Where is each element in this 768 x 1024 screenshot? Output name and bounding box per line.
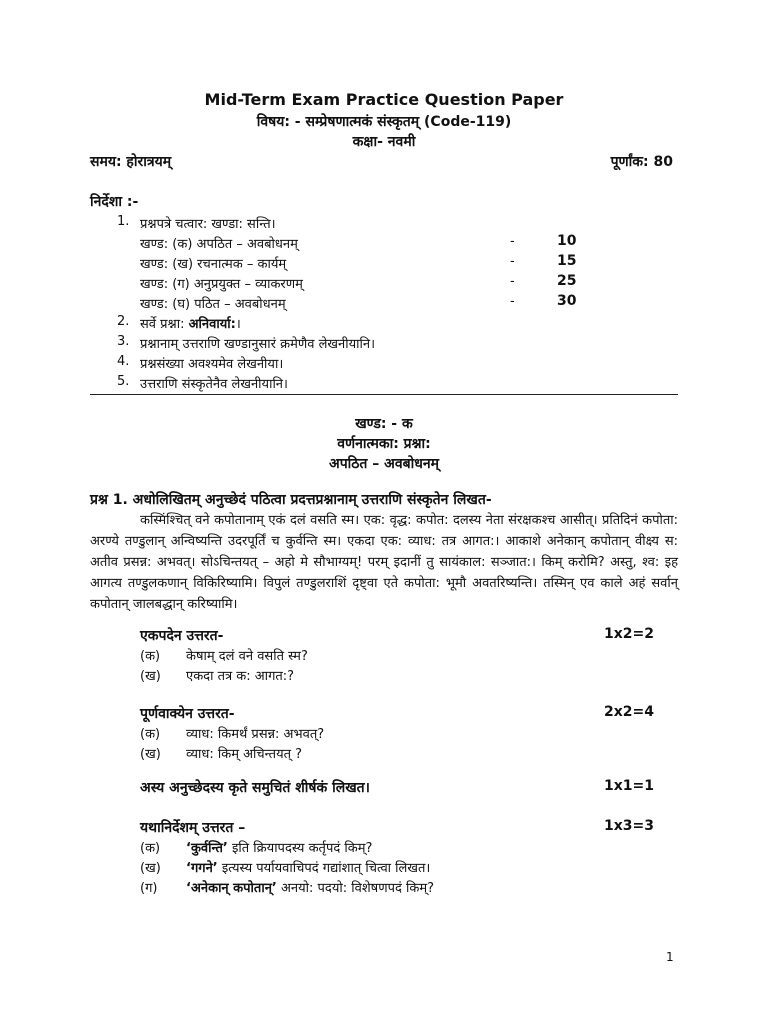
section-dash: - [510,234,515,249]
instruction-text: उत्तराणि संस्कृतेनैव लेखनीयानि। [140,377,288,392]
section-a-marks: 10 [557,233,577,249]
instruction-text: सर्वे प्रश्ना: अनिवार्या:। [140,317,241,332]
paper-title: Mid-Term Exam Practice Question Paper [204,90,564,109]
part-marks: 2x2=4 [604,704,654,720]
item-text: ‘अनेकान् कपोतान्’ अनयो: पदयो: विशेषणपदं किम्? [186,881,435,896]
item-label: (ग) [140,881,158,896]
instruction-text: प्रश्नानाम् उत्तराणि खण्डानुसारं क्रमेणैव लेखनीयानि। [140,337,376,352]
item-text: व्याध: किम् अचिन्तयत् ? [186,747,303,762]
maximum-marks: पूर्णांक: 80 [610,154,673,170]
section-c-marks: 25 [557,273,577,289]
item-text: केषाम् दलं वने वसति स्म? [186,649,308,664]
instructions-heading: निर्देशा :- [90,194,139,210]
item-label: (क) [140,649,161,664]
section-dash: - [510,294,515,309]
item-text: एकदा तत्र क: आगत:? [186,669,295,684]
item-label: (ख) [140,747,161,762]
part-marks: 1x2=2 [604,626,654,642]
instruction-text: प्रश्नपत्रे चत्वार: खण्डा: सन्ति। [140,217,276,232]
instruction-text: प्रश्नसंख्या अवश्यमेव लेखनीया। [140,357,284,372]
section-b-label: खण्ड: (ख) रचनात्मक – कार्यम् [140,257,287,272]
section-dash: - [510,254,515,269]
item-label: (ख) [140,669,161,684]
part-heading: एकपदेन उत्तरत- [140,628,224,644]
section-heading: खण्ड: - क [355,416,413,432]
passage-paragraph: कस्मिंश्चित् वने कपोतानाम् एकं दलं वसति स्म। एक: वृद्ध: कपोत: दलस्य नेता संरक्षकश्च आसीत्। प्रतिदिनं कपोता: अरण्ये तण्डुलान् अन्विष्यन्ति उदरपूर्तिं च कुर्वन्ति स्म। एकदा एक: व्याध: तत्र आगत:। आकाशे अनेकान् कपोतान् वीक्ष्य स: अतीव प्रसन्न: अभवत्। सोऽचिन्तयत् – अहो मे सौभाग्यम्! परम् इदानीं तु सायंकाल: सञ्जात:। किम् करोमि? अस्तु, श्व: इह आगत्य तण्डुलकणान् विकिरिष्यामि। विपुलं तण्डुलराशिं दृष्ट्वा एते कपोता: भूमौ अवतरिष्यन्ति। तस्मिन् एव काले अहं सर्वान् कपोतान् जालबद्धान् करिष्यामि। [90,513,678,612]
part-marks: 1x1=1 [604,778,654,794]
class-line: कक्षा- नवमी [352,134,416,150]
section-c-label: खण्ड: (ग) अनुप्रयुक्त – व्याकरणम् [140,277,303,292]
section-d-marks: 30 [557,293,577,309]
divider-line [90,394,678,395]
section-a-label: खण्ड: (क) अपठित – अवबोधनम् [140,237,298,252]
section-d-label: खण्ड: (घ) पठित – अवबोधनम् [140,297,286,312]
instruction-number: 5. [117,374,130,389]
section-subheading: अपठित – अवबोधनम् [329,456,439,472]
page-number: 1 [666,950,674,964]
part-heading: पूर्णवाक्येन उत्तरत- [140,706,235,722]
subject-line: विषय: - सम्प्रेषणात्मकं संस्कृतम् (Code-119) [256,114,512,130]
time-allowed: समय: होरात्रयम् [90,154,172,170]
part-heading: यथानिर्देशम् उत्तरत – [140,820,246,836]
item-label: (ख) [140,861,161,876]
item-text: ‘गगने’ इत्यस्य पर्यायवाचिपदं गद्यांशात् चित्वा लिखत। [186,861,431,876]
section-b-marks: 15 [557,253,577,269]
section-subheading: वर्णनात्मका: प्रश्ना: [337,436,431,452]
part-marks: 1x3=3 [604,818,654,834]
instruction-number: 3. [117,334,130,349]
item-text: ‘कुर्वन्ति’ इति क्रियापदस्य कर्तृपदं किम्? [186,841,373,856]
item-text: व्याध: किमर्थं प्रसन्न: अभवत्? [186,727,325,742]
item-label: (क) [140,841,161,856]
part-heading: अस्य अनुच्छेदस्य कृते समुचितं शीर्षकं लिखत। [140,780,370,796]
instruction-number: 1. [117,214,130,229]
question-heading: प्रश्न 1. अधोलिखितम् अनुच्छेदं पठित्वा प्रदत्तप्रश्नानाम् उत्तराणि संस्कृतेन लिखत- [90,492,492,508]
item-label: (क) [140,727,161,742]
section-dash: - [510,274,515,289]
instruction-number: 4. [117,354,130,369]
instruction-number: 2. [117,314,130,329]
